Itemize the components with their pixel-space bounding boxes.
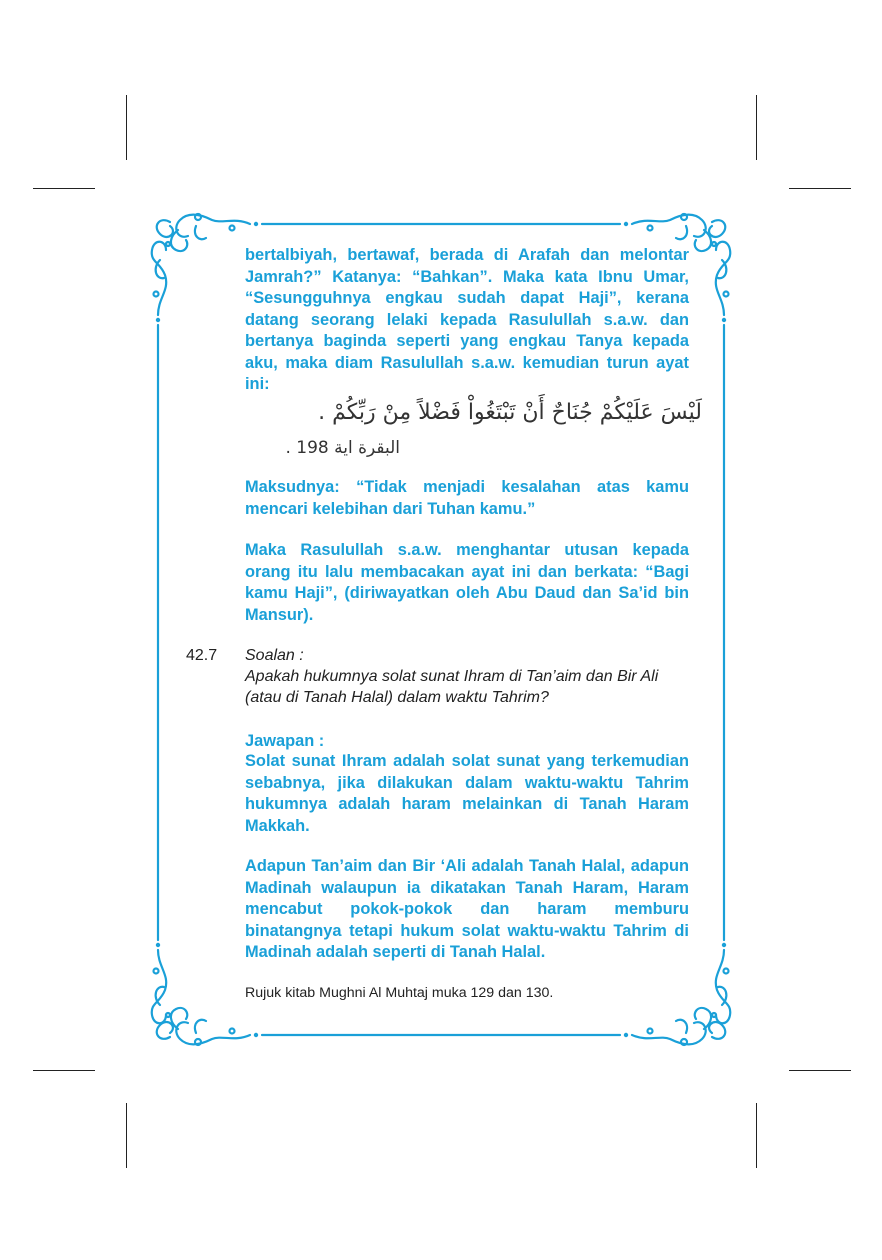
arabic-reference: البقرة اية 198 .	[285, 438, 400, 458]
question-text: Apakah hukumnya solat sunat Ihram di Tan’aim dan Bir Ali (atau di Tanah Halal) dalam waktu Tahrim?	[245, 668, 659, 706]
answer-label: Jawapan :	[245, 732, 325, 750]
arabic-verse: لَيْسَ عَلَيْكُمْ جُنَاحٌ أَنْ تَبْتَغُواْ فَضْلاً مِنْ رَبِّكُمْ .	[318, 400, 702, 425]
question-label: Soalan :	[245, 647, 304, 664]
question-number: 42.7	[186, 647, 218, 664]
paragraph-meaning: Maksudnya: “Tidak menjadi kesalahan atas kamu mencari kelebihan dari Tuhan kamu.”	[245, 478, 689, 518]
paragraph-narration: Maka Rasulullah s.a.w. menghantar utusan kepada orang itu lalu membacakan ayat ini dan berkata: “Bagi kamu Haji”, (diriwayatkan oleh Abu Daud dan Sa’id bin Mansur).	[245, 541, 689, 624]
reference-note: Rujuk kitab Mughni Al Muhtaj muka 129 dan 130.	[245, 985, 554, 1001]
answer-paragraph-2: Adapun Tan’aim dan Bir ‘Ali adalah Tanah Halal, adapun Madinah walaupun ia dikatakan Tanah Haram, Haram mencabut pokok-pokok dan haram memburu binatangnya tetapi hukum solat waktu-waktu Tahrim di Madinah adalah seperti di Tanah Halal.	[245, 857, 689, 961]
paragraph-intro: bertalbiyah, bertawaf, berada di Arafah dan melontar Jamrah?” Katanya: “Bahkan”. Maka kata Ibnu Umar, “Sesungguhnya engkau sudah dapat Haji”, kerana datang seorang lelaki kepada Rasulullah s.a.w. dan bertanya baginda seperti yang engkau Tanya kepada aku, maka diam Rasulullah s.a.w. kemudian turun ayat ini:	[245, 246, 689, 393]
answer-paragraph-1: Solat sunat Ihram adalah solat sunat yang terkemudian sebabnya, jika dilakukan dalam waktu-waktu Tahrim hukumnya adalah haram melainkan di Tanah Haram Makkah.	[245, 752, 689, 835]
